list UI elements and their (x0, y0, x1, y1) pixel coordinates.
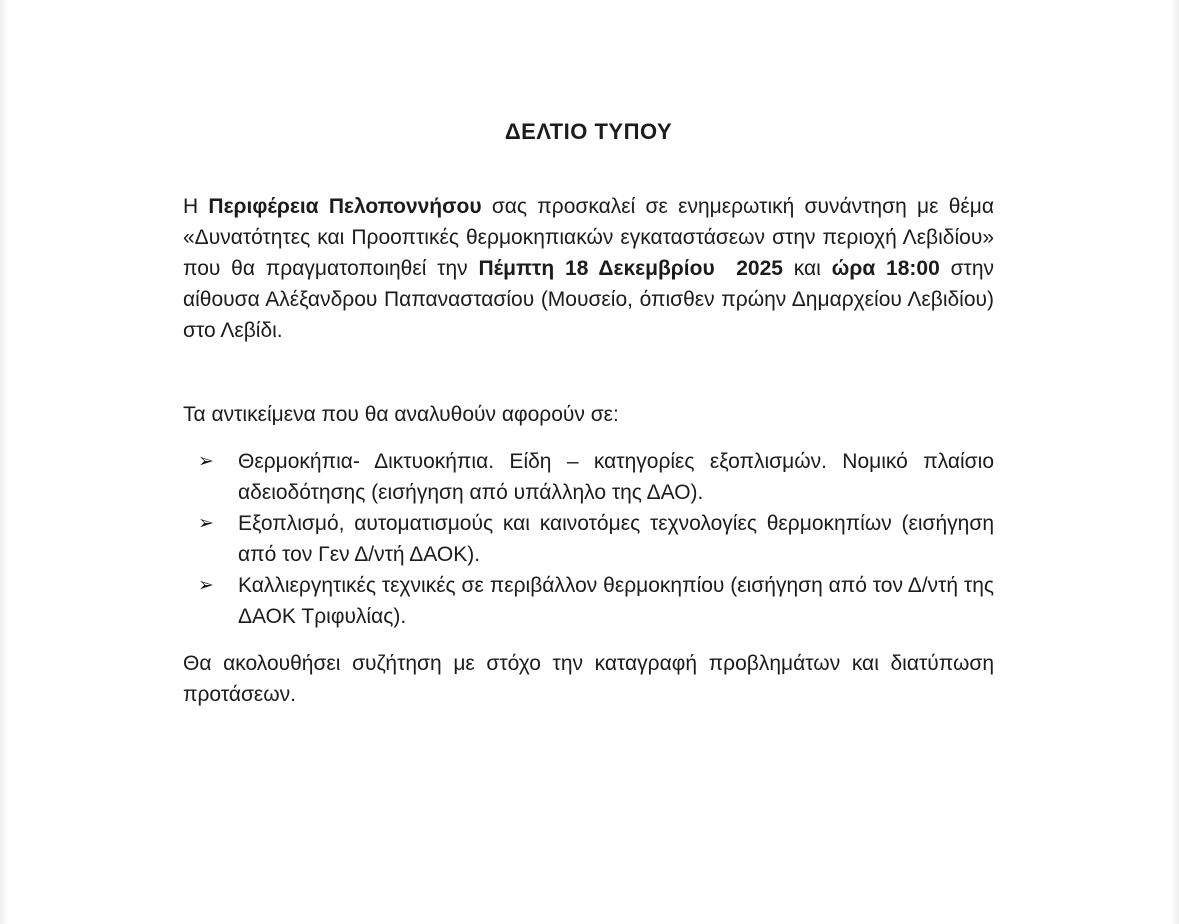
list-item (183, 446, 994, 508)
event-time: ώρα 18:00 (831, 257, 940, 280)
paragraph-text: και (782, 257, 832, 280)
organization-name: Περιφέρεια Πελοποννήσου (208, 195, 482, 218)
main-paragraph (183, 191, 994, 346)
topics-list (183, 446, 994, 632)
arrow-bullet-icon: ➢ (198, 513, 214, 534)
list-item-text: Θερμοκήπια- Δικτυοκήπια. Είδη – κατηγορίες εξοπλισμών. Νομικό πλαίσιο αδειοδότησης (εισήγηση από υπάλληλο της ΔΑΟ). (238, 450, 994, 504)
paragraph-text: στην αίθουσα Αλέξανδρου Παπαναστασίου (Μουσείο, όπισθεν πρώην Δημαρχείου Λεβιδίου) στο Λεβίδι. (183, 257, 995, 342)
list-intro-paragraph: Τα αντικείμενα που θα αναλυθούν αφορούν σε: (183, 403, 619, 426)
paragraph-text: Η (183, 195, 209, 218)
page-right-edge (1171, 0, 1179, 924)
arrow-bullet-icon: ➢ (198, 575, 214, 596)
arrow-bullet-icon: ➢ (198, 451, 214, 472)
list-item (183, 570, 994, 632)
list-item (183, 508, 994, 570)
paragraph-text: σας προσκαλεί σε ενημερωτική συνάντηση με θέμα «Δυνατότητες και Προοπτικές θερμοκηπιακών εγκαταστάσεων στην περιοχή Λεβιδίου» που θα πραγματοποιηθεί την (183, 195, 994, 280)
document-title: ΔΕΛΤΙΟ ΤΥΠΟΥ (504, 119, 673, 144)
document-content (183, 0, 994, 710)
list-item-text: Εξοπλισμό, αυτοματισμούς και καινοτόμες τεχνολογίες θερμοκηπίων (εισήγηση από τον Γεν Δ/ντή ΔΑΟΚ). (238, 512, 994, 566)
closing-paragraph: Θα ακολουθήσει συζήτηση με στόχο την καταγραφή προβλημάτων και διατύπωση προτάσεων. (183, 652, 994, 706)
page-left-edge (0, 0, 8, 924)
event-date: Πέμπτη 18 Δεκεμβρίου 2025 (478, 257, 783, 280)
list-item-text: Καλλιεργητικές τεχνικές σε περιβάλλον θερμοκηπίου (εισήγηση από τον Δ/ντή της ΔΑΟΚ Τριφυλίας). (238, 574, 994, 628)
